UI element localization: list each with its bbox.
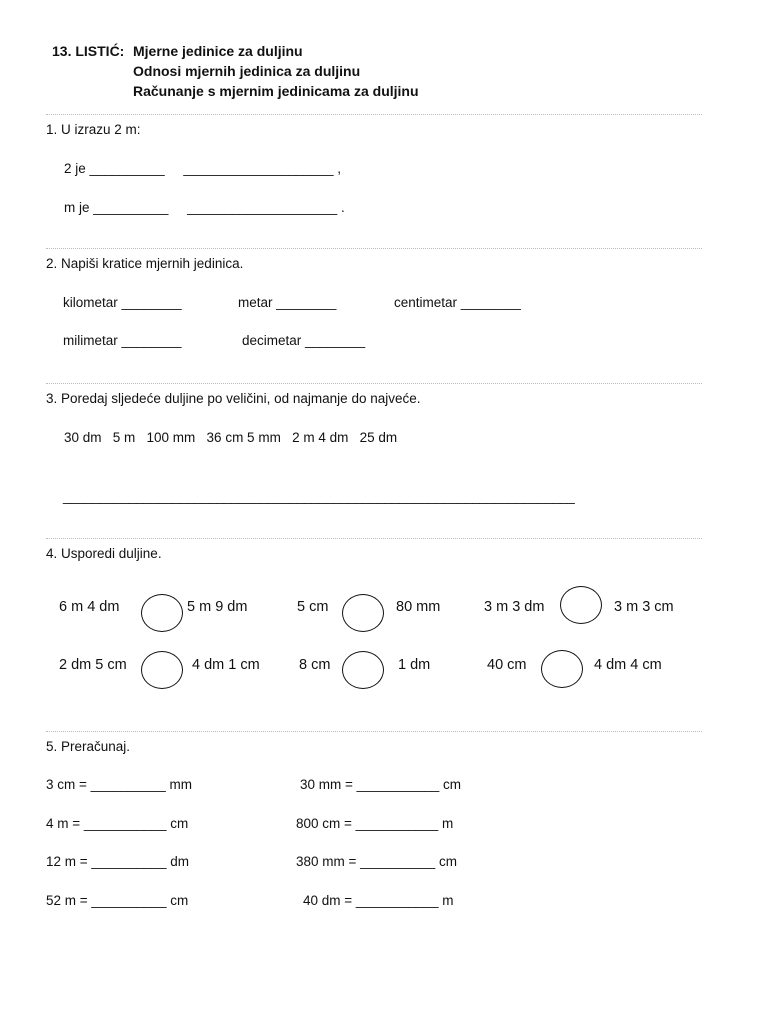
worksheet-title-3: Računanje s mjernim jedinicama za duljinu [133,83,419,99]
separator-5 [46,731,702,732]
worksheet-number: 13. LISTIĆ: [52,43,125,59]
separator-3 [46,383,702,384]
q4-title: 4. Usporedi duljine. [46,546,162,561]
q5-item-3: 4 m = ___________ cm [46,816,189,831]
q5-item-7: 52 m = __________ cm [46,893,189,908]
compare-right-5: 1 dm [398,657,431,673]
compare-left-4: 2 dm 5 cm [59,657,127,673]
q1-line-2: m je __________ ____________________ . [64,200,345,215]
q5-item-1: 3 cm = __________ mm [46,777,192,792]
compare-left-6: 40 cm [487,657,527,673]
q2-centimetar: centimetar ________ [394,295,521,310]
compare-circle-5[interactable] [342,651,384,689]
separator-1 [46,114,702,115]
q5-item-8: 40 dm = ___________ m [303,893,454,908]
q3-answer-line: ______________________________________________________________________ [63,489,575,504]
q2-decimetar: decimetar ________ [242,333,366,348]
q2-milimetar: milimetar ________ [63,333,182,348]
q3-title: 3. Poredaj sljedeće duljine po veličini, od najmanje do najveće. [46,391,421,406]
worksheet-title-2: Odnosi mjernih jedinica za duljinu [133,63,361,79]
compare-right-6: 4 dm 4 cm [594,657,662,673]
q5-item-5: 12 m = __________ dm [46,854,189,869]
q2-kilometar: kilometar ________ [63,295,182,310]
compare-right-1: 5 m 9 dm [187,599,248,615]
compare-left-2: 5 cm [297,599,329,615]
compare-right-4: 4 dm 1 cm [192,657,260,673]
compare-left-3: 3 m 3 dm [484,599,545,615]
q5-item-6: 380 mm = __________ cm [296,854,457,869]
q5-title: 5. Preračunaj. [46,739,131,754]
q2-metar: metar ________ [238,295,337,310]
compare-circle-4[interactable] [141,651,183,689]
separator-4 [46,538,702,539]
q2-title: 2. Napiši kratice mjernih jedinica. [46,256,244,271]
worksheet-title-1: Mjerne jedinice za duljinu [133,43,303,59]
compare-circle-6[interactable] [541,650,583,688]
compare-right-2: 80 mm [396,599,441,615]
compare-right-3: 3 m 3 cm [614,599,674,615]
q3-values: 30 dm 5 m 100 mm 36 cm 5 mm 2 m 4 dm 25 dm [64,430,398,445]
compare-left-5: 8 cm [299,657,331,673]
compare-circle-1[interactable] [141,594,183,632]
q5-item-2: 30 mm = ___________ cm [300,777,461,792]
q5-item-4: 800 cm = ___________ m [296,816,454,831]
compare-circle-3[interactable] [560,586,602,624]
q1-line-1: 2 je __________ ____________________ , [64,161,342,176]
q1-title: 1. U izrazu 2 m: [46,122,141,137]
compare-circle-2[interactable] [342,594,384,632]
compare-left-1: 6 m 4 dm [59,599,120,615]
separator-2 [46,248,702,249]
